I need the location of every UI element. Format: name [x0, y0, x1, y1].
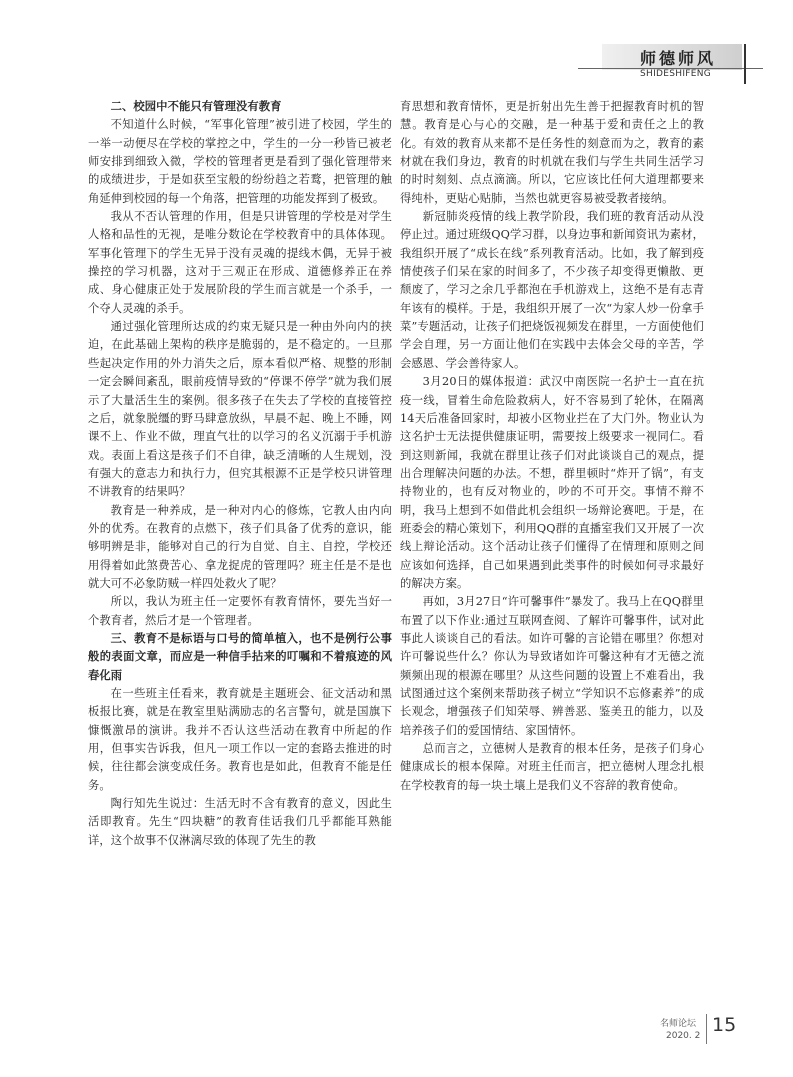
paragraph: 3月20日的媒体报道：武汉中南医院一名护士一直在抗疫一线，冒着生命危险救病人，好不容易到了轮休，在隔离14天后准备回家时，却被小区物业拦在了大门外。物业认为这名护士无法提供健康证明，需要按上级要求一视同仁。看到这则新闻，我就在群里让孩子们对此谈谈自己的观点，提出合理解决问题的办法。不想，群里顿时“炸开了锅”，有支持物业的，也有反对物业的，吵的不可开交。事情不辩不明，我马上想到不如借此机会组织一场辩论赛吧。于是，在班委会的精心策划下，利用QQ群的直播室我们又开展了一次线上辩论活动。这个活动让孩子们懂得了在情理和原则之间应该如何选择，自己如果遇到此类事件的时候如何寻求最好的解决方案。: [400, 375, 704, 590]
section-heading: 二、校园中不能只有管理没有教育: [110, 100, 282, 113]
paragraph: 我从不否认管理的作用，但是只讲管理的学校是对学生人格和品性的无视，是唯分数论在学校教育中的具体体现。军事化管理下的学生无异于没有灵魂的提线木偶，无异于被操控的学习机器，这对于三观正在形成、道德修养正在养成、身心健康正处于发展阶段的学生而言就是一个杀手，一个夺人灵魂的杀手。: [88, 210, 392, 315]
paragraph: 再如，3月27日“许可馨事件”暴发了。我马上在QQ群里布置了以下作业:通过互联网查阅、了解许可馨事件，试对此事此人谈谈自己的看法。如许可馨的言论错在哪里？你想对许可馨说些什么？你认为导致诸如许可馨这种有才无德之流频频出现的根源在哪里？从这些问题的设置上不难看出，我试图通过这个案例来帮助孩子树立“学知识不忘修素养”的成长观念，增强孩子们知荣辱、辨善恶、鉴美丑的能力，以及培养孩子们的爱国情结、家国情怀。: [400, 595, 704, 737]
section-subtitle: SHIDESHIFENG: [640, 69, 712, 79]
paragraph: 陶行知先生说过：生活无时不含有教育的意义，因此生活即教育。先生“四块糖”的教育佳话我们几乎都能耳熟能详，这个故事不仅淋漓尽致的体现了先生的教: [88, 797, 392, 847]
paragraph: 新冠肺炎疫情的线上教学阶段，我们班的教育活动从没停止过。通过班级QQ学习群，以身边事和新闻资讯为素材，我组织开展了“成长在线”系列教育活动。比如，我了解到疫情使孩子们呆在家的时间多了，不少孩子却变得更懒散、更颓废了，学习之余几乎都泡在手机游戏上，这绝不是有志青年该有的模样。于是，我组织开展了一次“为家人炒一份拿手菜”专题活动，让孩子们把烧饭视频发在群里，一方面使他们学会自理，另一方面让他们在实践中去体会父母的辛苦，学会感恩、学会善待家人。: [400, 210, 704, 370]
paragraph: 教育是一种养成，是一种对内心的修炼，它教人由内向外的优秀。在教育的点燃下，孩子们具备了优秀的意识，能够明辨是非，能够对自己的行为自觉、自主、自控，学校还用得着如此煞费苦心、拿龙捉虎的管理吗？班主任是不是也就大可不必象防贼一样四处救火了呢？: [88, 503, 392, 590]
paragraph-continued: 育思想和教育情怀，更是折射出先生善于把握教育时机的智慧。教育是心与心的交融，是一种基于爱和责任之上的教化。有效的教育从来都不是任务性的刻意而为之，教育的素材就在我们身边，教育的时机就在我们与学生共同生活学习的时时刻刻、点点滴滴。所以，它应该比任何大道理都要来得纯朴，更贴心贴肺，当然也就更容易被受教者接纳。: [400, 100, 704, 205]
section-heading: 三、教育不是标语与口号的简单植入，也不是例行公事般的表面文章，而应是一种信手拈来的叮嘱和不着痕迹的风春化雨: [88, 631, 392, 682]
page-number: 15: [712, 1014, 737, 1036]
footer-journal-label: 名师论坛: [660, 1019, 697, 1029]
paragraph: 不知道什么时候，“军事化管理”被引进了校园，学生的一举一动便尽在学校的掌控之中，学生的一分一秒皆已被老师安排到细致入微，学校的管理者更是看到了强化管理带来的成绩进步，于是如获至宝般的纷纷趋之若鹜，把管理的触角延伸到校园的每一个角落，把管理的功能发挥到了极致。: [88, 118, 392, 205]
paragraph: 总而言之，立德树人是教育的根本任务，是孩子们身心健康成长的根本保障。对班主任而言，把立德树人理念扎根在学校教育的每一块土壤上是我们义不容辞的教育使命。: [400, 742, 704, 792]
left-column: [88, 98, 392, 850]
section-title: 师德师风: [640, 49, 717, 68]
paragraph: 在一些班主任看来，教育就是主题班会、征文活动和黑板报比赛，就是在教室里贴满励志的名言警句，就是国旗下慷慨激昂的演讲。我并不否认这些活动在教育中所起的作用，但事实告诉我，但凡一项工作以一定的套路去推进的时候，往往都会演变成任务。教育也是如此，但教育不能是任务。: [88, 687, 392, 792]
right-column: [400, 98, 704, 795]
paragraph: 通过强化管理所达成的约束无疑只是一种由外向内的挟迫，在此基础上架构的秩序是脆弱的，是不稳定的。一旦那些起决定作用的外力消失之后，原本看似严格、规整的形制一定会瞬间紊乱，眼前疫情导致的“停课不停学”就为我们展示了大量活生生的案例。很多孩子在失去了学校的直接管控之后，就象脱缰的野马肆意放纵，早晨不起、晚上不睡，网课不上、作业不做，理直气壮的以学习的名义沉溺于手机游戏。表面上看这是孩子们不自律，缺乏清晰的人生规划，没有强大的意志力和执行力，但究其根源不正是学校只讲管理不讲教育的结果吗？: [88, 320, 392, 499]
header-divider: [744, 44, 746, 84]
paragraph: 所以，我认为班主任一定要怀有教育情怀，要先当好一个教育者，然后才是一个管理者。: [88, 595, 392, 627]
footer-issue-date: 2020. 2: [666, 1031, 701, 1041]
footer-divider: [706, 1014, 707, 1044]
